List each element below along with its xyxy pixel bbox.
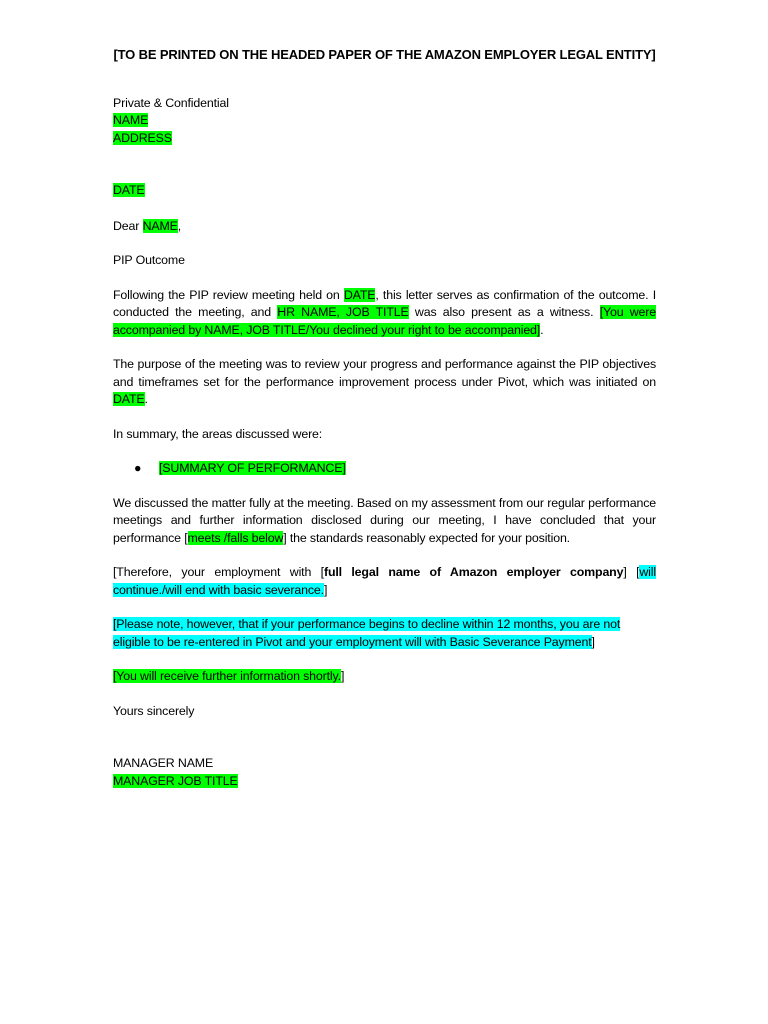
further-info: [You will receive further information shortly.: [113, 669, 341, 683]
employer-company: full legal name of Amazon employer company: [323, 565, 624, 579]
hr-name: HR NAME, JOB TITLE: [277, 305, 409, 319]
initiated-date: DATE: [113, 392, 145, 406]
summary-intro: In summary, the areas discussed were:: [113, 426, 323, 441]
closing: Yours sincerely: [113, 703, 195, 718]
decline-note: [Please note, however, that if your performance begins to decline within 12 months, you are not eligible to be re-entered in Pivot and your employment will with Basic Severance Payment: [113, 617, 621, 649]
summary-list-item: [113, 460, 656, 478]
paragraph-assessment: We discussed the matter fully at the meeting. Based on my assessment from our regular performance meetings and further information disclosed during our meeting, I have concluded that your performance [meets /falls below] the standards reasonably expected for your position.: [113, 495, 656, 545]
summary-of-performance: [SUMMARY OF PERFORMANCE]: [159, 461, 346, 475]
letter-date: DATE: [113, 183, 145, 197]
paragraph-employment: [Therefore, your employment with [full legal name of Amazon employer company] [will continue./will end with basic severance.]: [113, 565, 656, 597]
meeting-date: DATE: [343, 287, 376, 302]
manager-name: MANAGER NAME: [113, 756, 214, 770]
manager-title: MANAGER JOB TITLE: [113, 773, 238, 788]
salutation: Dear NAME,: [113, 218, 182, 233]
recipient-name: NAME: [113, 113, 149, 127]
paragraph-purpose: The purpose of the meeting was to review your progress and performance against the PIP objectives and timeframes set for the performance improvement process under Pivot, which was initiated on DATE.: [113, 357, 656, 406]
recipient-address: ADDRESS: [113, 130, 172, 145]
subject-line: PIP Outcome: [113, 253, 185, 267]
salutation-name: NAME: [142, 218, 178, 233]
accompanied-option: [You were accompanied by NAME, JOB TITLE/You declined your right to be accompanied]: [113, 305, 656, 337]
paragraph-further-info: [You will receive further information shortly.]: [113, 669, 345, 683]
letter-page: [113, 40, 656, 790]
employment-outcome: will continue./will end with basic severance.: [113, 565, 656, 597]
paragraph-note: [Please note, however, that if your performance begins to decline within 12 months, you are not eligible to be re-entered in Pivot and your employment will with Basic Severance Payment]: [113, 617, 621, 649]
bullet-icon: ●: [134, 461, 142, 475]
performance-option: meets /falls below: [187, 530, 284, 545]
header-note: [TO BE PRINTED ON THE HEADED PAPER OF THE AMAZON EMPLOYER LEGAL ENTITY]: [113, 47, 656, 62]
confidential-label: Private & Confidential: [113, 95, 229, 110]
paragraph-meeting: Following the PIP review meeting held on DATE, this letter serves as confirmation of the outcome. I conducted the meeting, and HR NAME, JOB TITLE was also present as a witness. [You were accompanied by NAME, JOB TITLE/You declined your right to be accompanied].: [113, 287, 656, 337]
signature-block: [113, 755, 656, 790]
recipient-block: [113, 95, 656, 148]
